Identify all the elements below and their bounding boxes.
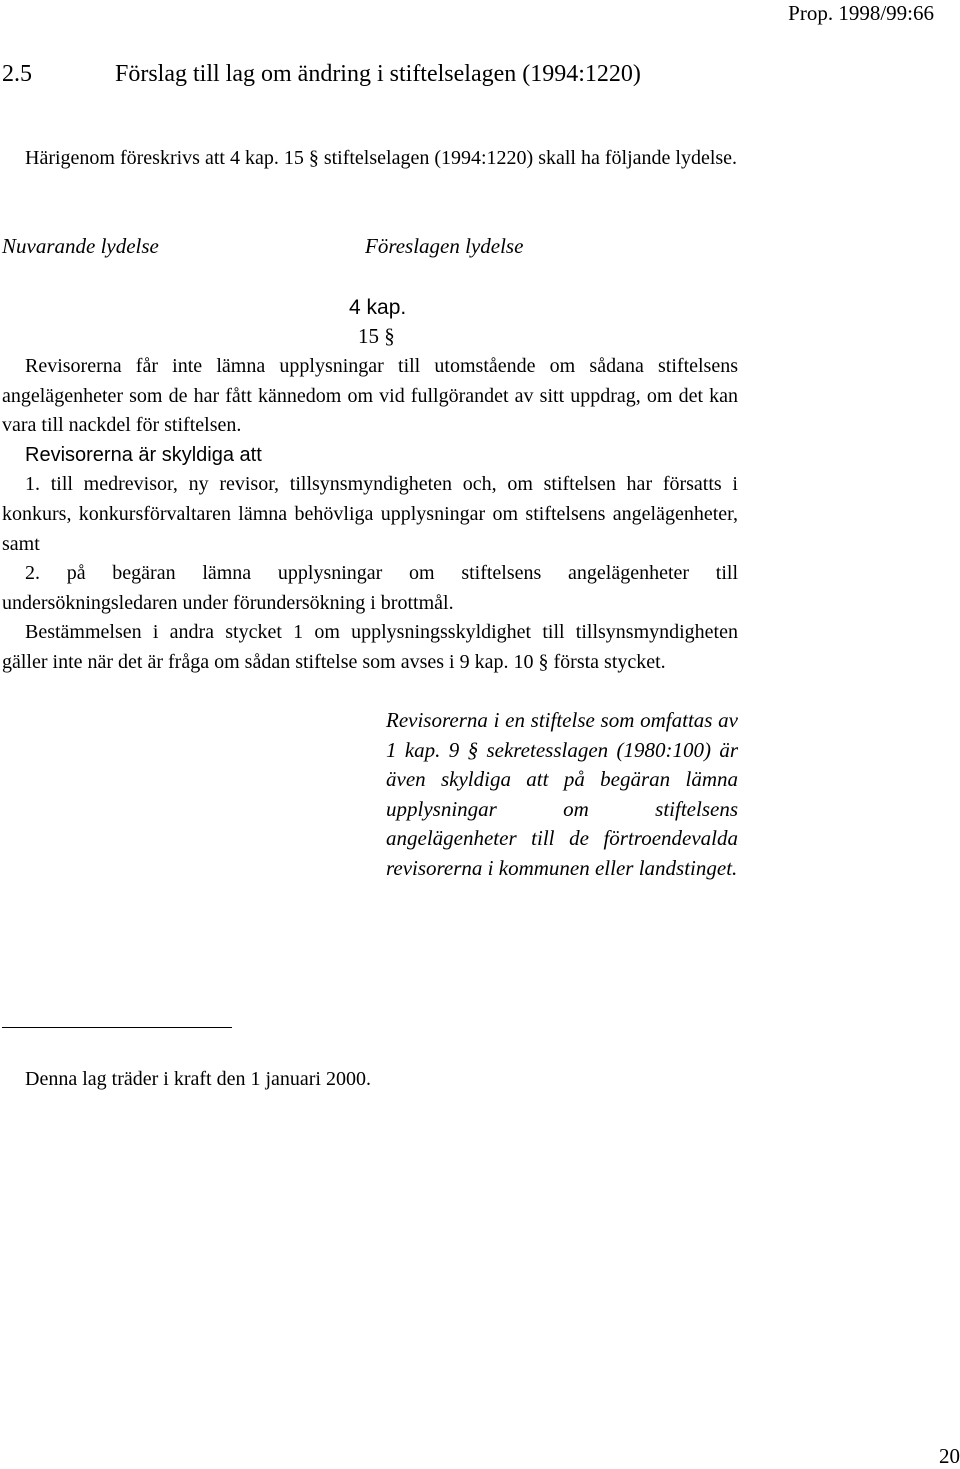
proposed-paragraph: Revisorerna i en stiftelse som omfattas av 1 kap. 9 § sekretesslagen (1980:100) är även skyldiga att på begäran lämna upplysningar om stiftelsens angelägenheter till de förtroendevalda revisorerna i kommunen eller landstinget. [386, 708, 738, 880]
page-number: 20 [939, 1444, 960, 1468]
chapter-heading: 4 kap. [349, 296, 407, 319]
law-item-1: 1. till medrevisor, ny revisor, tillsynsmyndigheten och, om stiftelsen har försatts i konkurs, konkursförvaltaren lämna behövliga upplysningar om stiftelsens angelägenheter, samt [2, 473, 738, 555]
document-reference: Prop. 1998/99:66 [788, 1, 934, 25]
law-paragraph-2: Revisorerna är skyldiga att [25, 443, 262, 466]
footnote-divider [2, 1027, 232, 1028]
section-number: 2.5 [2, 61, 32, 87]
law-paragraph-3: Bestämmelsen i andra stycket 1 om upplysningsskyldighet till tillsynsmyndigheten gäller inte när det är fråga om sådan stiftelse som avses i 9 kap. 10 § första stycket. [2, 621, 738, 673]
intro-paragraph: Härigenom föreskrivs att 4 kap. 15 § stiftelselagen (1994:1220) skall ha följande lydelse. [25, 147, 738, 169]
current-wording-heading: Nuvarande lydelse [2, 234, 159, 258]
law-text-block [2, 352, 738, 678]
paragraph-heading: 15 § [358, 324, 395, 348]
law-paragraph-1: Revisorerna får inte lämna upplysningar till utomstående om sådana stiftelsens angelägenheter som de har fått kännedom om vid fullgörandet av sitt uppdrag, om det kan vara till nackdel för stiftelsen. [2, 355, 738, 437]
section-title: Förslag till lag om ändring i stiftelselagen (1994:1220) [115, 61, 641, 87]
proposed-wording-heading: Föreslagen lydelse [365, 234, 524, 258]
law-item-2: 2. på begäran lämna upplysningar om stiftelsens angelägenheter till undersökningsledaren under förundersökning i brottmål. [2, 562, 738, 614]
effective-date-text: Denna lag träder i kraft den 1 januari 2000. [25, 1068, 371, 1090]
